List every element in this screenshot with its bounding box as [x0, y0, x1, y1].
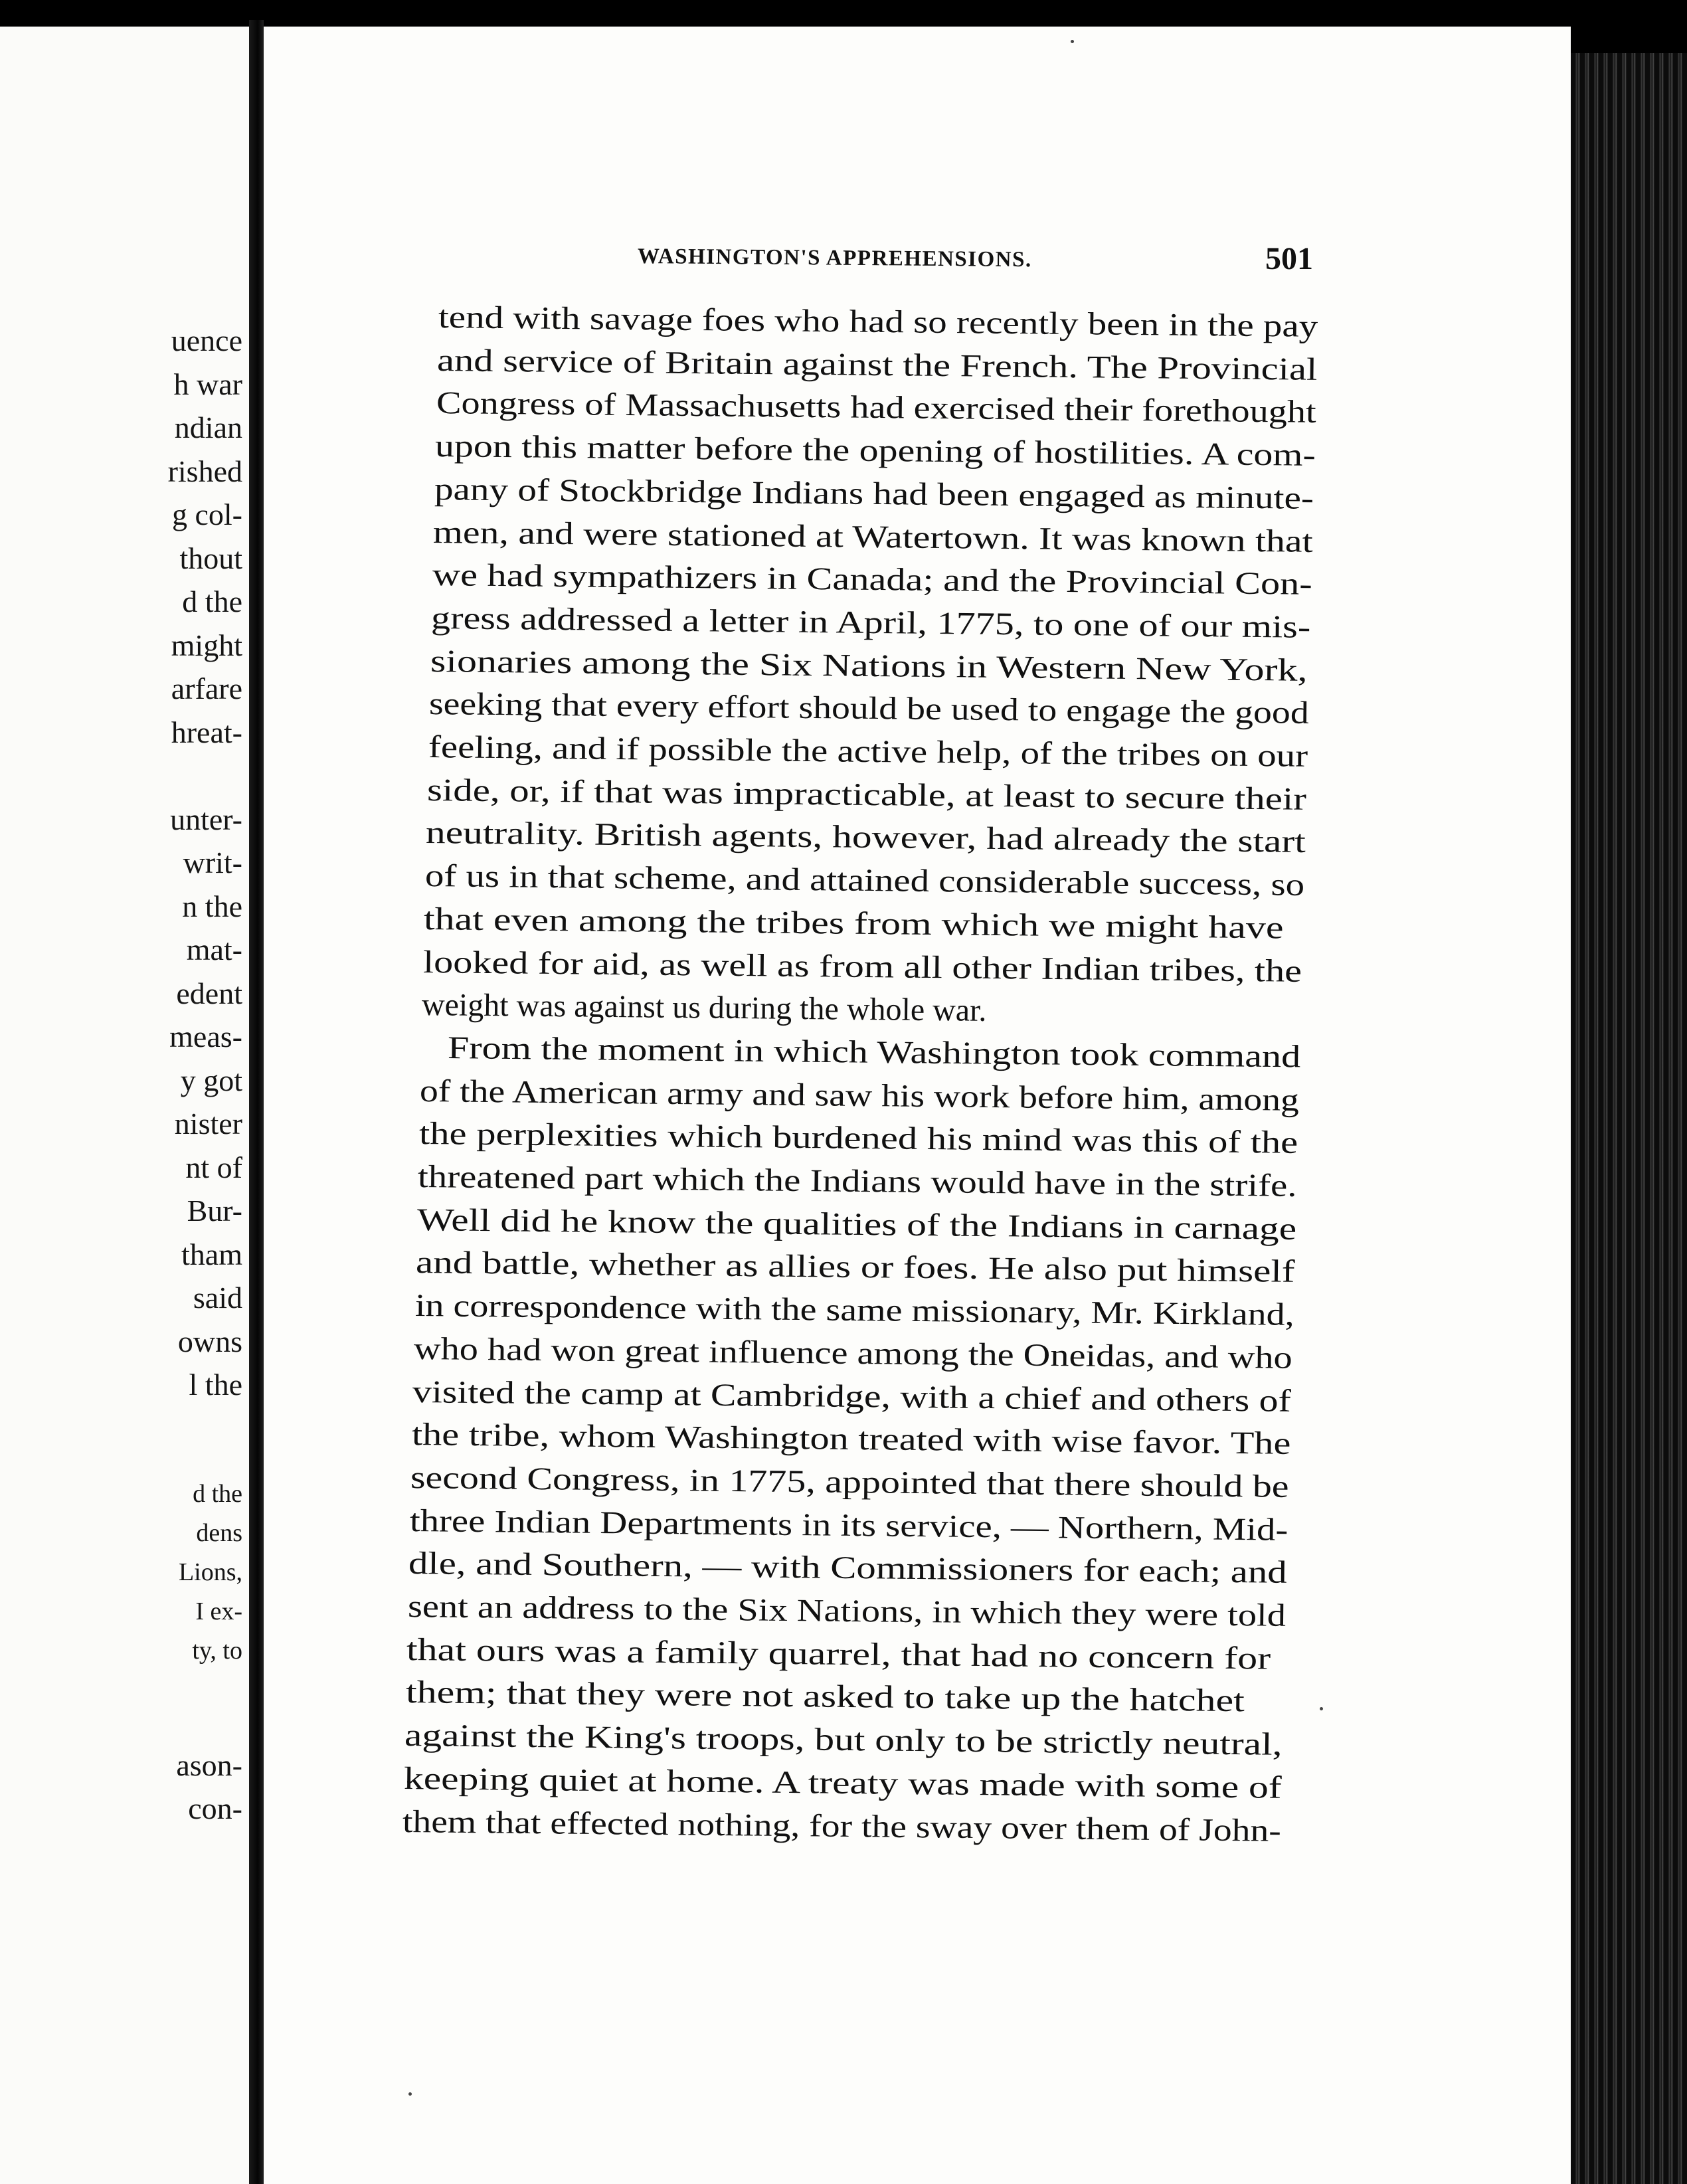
left-page-line: nt of	[185, 1150, 242, 1184]
left-page-line: might	[171, 628, 242, 662]
left-page-line: unter-	[170, 802, 242, 836]
text-line: feeling, and if possible the active help, of the tribes on our	[428, 729, 1308, 774]
left-page-line: mat-	[186, 933, 242, 966]
text-line: weight was against us during the whole war.	[422, 987, 988, 1029]
left-page-line: y got	[180, 1063, 242, 1097]
left-facing-page	[0, 27, 249, 2184]
book-page-edges	[1571, 53, 1687, 2184]
left-page-line: nister	[174, 1107, 242, 1140]
text-line: that ours was a family quarrel, that had no concern for	[406, 1631, 1271, 1677]
left-page-line: thout	[179, 541, 242, 575]
text-line: in correspondence with the same missionary, Mr. Kirkland,	[414, 1288, 1294, 1332]
text-line: we had sympathizers in Canada; and the Provincial Con-	[432, 557, 1312, 602]
text-line: of us in that scheme, and attained considerable success, so	[424, 858, 1305, 903]
text-line: From the moment in which Washington took command	[447, 1030, 1301, 1075]
dust-speck	[1320, 1707, 1323, 1710]
text-line: the perplexities which burdened his mind was this of the	[418, 1116, 1298, 1161]
left-page-line: edent	[176, 976, 242, 1010]
left-page-line: meas-	[169, 1020, 242, 1053]
text-line: and battle, whether as allies or foes. He also put himself	[415, 1245, 1295, 1290]
text-line: them that effected nothing, for the sway over them of John-	[402, 1803, 1282, 1849]
left-page-line: Bur-	[187, 1194, 242, 1228]
page-number: 501	[1265, 241, 1313, 276]
left-page-line: hreat-	[171, 715, 242, 749]
text-line: visited the camp at Cambridge, with a chief and others of	[412, 1374, 1292, 1419]
left-page-line: h war	[173, 367, 242, 401]
left-page-note-line: dens	[196, 1519, 242, 1547]
dust-speck	[408, 2092, 412, 2096]
text-line: upon this matter before the opening of hostilities. A com-	[435, 428, 1316, 473]
left-page-tail-line: con-	[188, 1791, 242, 1825]
text-line: Well did he know the qualities of the Indians in carnage	[416, 1202, 1296, 1247]
left-page-line: n the	[182, 889, 242, 923]
left-page-note-line: ty, to	[192, 1637, 242, 1665]
text-line: three Indian Departments in its service, — Northern, Mid-	[409, 1502, 1288, 1548]
book-gutter	[249, 20, 264, 2184]
left-page-tail-line: ason-	[176, 1748, 242, 1782]
left-page-line: owns	[177, 1324, 242, 1358]
left-page-line: uence	[171, 323, 242, 357]
text-line: the tribe, whom Washington treated with wise favor. The	[411, 1417, 1291, 1462]
text-line: against the King's troops, but only to be strictly neutral,	[404, 1718, 1283, 1762]
left-page-line: d the	[182, 585, 242, 618]
text-line: men, and were stationed at Watertown. It was known that	[433, 514, 1314, 559]
text-line: sent an address to the Six Nations, in which they were told	[407, 1589, 1286, 1633]
left-page-line: arfare	[171, 672, 242, 705]
text-line: keeping quiet at home. A treaty was made with some of	[403, 1760, 1282, 1805]
dust-speck	[1071, 40, 1074, 43]
left-page-text	[168, 319, 242, 1407]
text-line: who had won great influence among the Oneidas, and who	[413, 1330, 1292, 1376]
text-line: sionaries among the Six Nations in Western New York,	[430, 643, 1308, 688]
text-line: looked for aid, as well as from all other Indian tribes, the	[422, 944, 1302, 989]
text-line: tend with savage foes who had so recently been in the pay	[438, 300, 1318, 344]
left-page-footnotes	[179, 1475, 242, 1671]
left-page-line: writ-	[183, 846, 242, 879]
text-line: pany of Stockbridge Indians had been engaged as minute-	[434, 471, 1314, 516]
left-page-line: l the	[189, 1368, 242, 1402]
text-line: Congress of Massachusetts had exercised their forethought	[436, 385, 1316, 430]
text-line: dle, and Southern, — with Commissioners for each; and	[408, 1546, 1288, 1591]
text-line: of the American army and saw his work before him, among	[419, 1073, 1300, 1118]
text-line: second Congress, in 1775, appointed that there should be	[410, 1459, 1290, 1504]
left-page-line: g col-	[171, 498, 242, 531]
left-page-note-line: I ex-	[195, 1597, 242, 1625]
left-page-line	[168, 754, 242, 798]
left-page-note-line: Lions,	[178, 1558, 242, 1586]
text-line: gress addressed a letter in April, 1775, to one of our mis-	[430, 600, 1311, 645]
left-page-line: ndian	[174, 410, 242, 444]
text-line: that even among the tribes from which we might have	[424, 901, 1285, 946]
left-page-tail-text	[176, 1744, 242, 1830]
text-line: threatened part which the Indians would have in the strife.	[417, 1159, 1297, 1204]
text-line: and service of Britain against the French. The Provincial	[437, 342, 1318, 387]
left-page-line: rished	[167, 454, 242, 488]
text-line: neutrality. British agents, however, had already the start	[426, 815, 1306, 860]
text-line: side, or, if that was impracticable, at least to secure their	[426, 772, 1307, 817]
running-head: WASHINGTON'S APPREHENSIONS.	[637, 244, 1032, 272]
text-line: seeking that every effort should be used to engage the good	[428, 686, 1310, 731]
page-edges-top	[1571, 27, 1687, 53]
left-page-line: tham	[181, 1237, 242, 1271]
left-page-line: said	[193, 1281, 242, 1315]
text-line: them; that they were not asked to take up the hatchet	[405, 1675, 1245, 1719]
left-page-note-line: d the	[193, 1480, 242, 1508]
